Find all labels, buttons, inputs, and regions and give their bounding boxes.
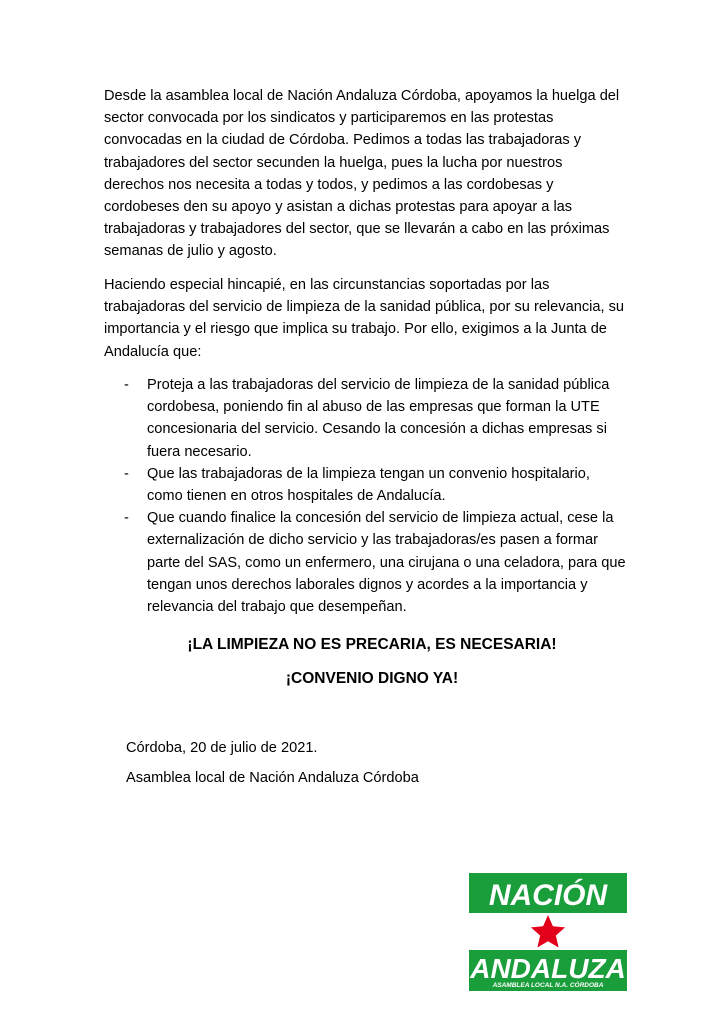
date-line: Córdoba, 20 de julio de 2021.	[126, 740, 318, 756]
slogan-agreement: ¡CONVENIO DIGNO YA!	[285, 670, 459, 687]
bullet-dash: -	[124, 377, 129, 393]
demand-text: Que las trabajadoras de la limpieza tengan un convenio hospitalario, como tienen en otros hospitales de Andalucía.	[147, 465, 590, 505]
intro-paragraph: Desde la asamblea local de Nación Andaluza Córdoba, apoyamos la huelga del sector convocada por los sindicatos y participaremos en las protestas convocadas en la ciudad de Córdoba. Pedimos a todas las trabajadoras y trabajadores del sector secunden la huelga, pues la lucha por nuestros derechos nos necesita a todas y todos, y pedimos a las cordobesas y cordobeses den su apoyo y asistan a dichas protestas para apoyar a las trabajadoras y trabajadores del sector, que se llevarán a cabo en las próximas semanas de julio y agosto.	[104, 88, 620, 260]
nacion-andaluza-logo	[469, 873, 627, 991]
slogan-cleaning: ¡LA LIMPIEZA NO ES PRECARIA, ES NECESARIA!	[187, 636, 557, 653]
demand-item	[104, 463, 628, 507]
logo-subtitle: ASAMBLEA LOCAL N.A. CÓRDOBA	[492, 982, 604, 989]
demands-list	[104, 374, 628, 618]
bullet-dash: -	[124, 465, 129, 482]
logo-top-text: NACIÓN	[488, 879, 608, 912]
demands-intro-paragraph: Haciendo especial hincapié, en las circunstancias soportadas por las trabajadoras del servicio de limpieza de la sanidad pública, por su relevancia, su importancia y el riesgo que implica su trabajo. Por ello, exigimos a la Junta de Andalucía que:	[104, 277, 624, 360]
demand-item	[104, 507, 628, 618]
logo-bottom-text: ANDALUZA	[470, 953, 626, 984]
bullet-dash: -	[124, 510, 129, 527]
signature-line: Asamblea local de Nación Andaluza Córdoba	[126, 770, 419, 786]
demand-item	[104, 374, 628, 463]
demand-text: Proteja a las trabajadoras del servicio de limpieza de la sanidad pública cordobesa, poniendo fin al abuso de las empresas que forman la UTE concesionaria del servicio. Cesando la concesión a dichas empresas si fuera necesario.	[147, 377, 610, 460]
red-star-icon	[531, 915, 565, 948]
demand-text: Que cuando finalice la concesión del servicio de limpieza actual, cese la externalización de dicho servicio y las trabajadoras/es pasen a formar parte del SAS, como un enfermero, una cirujana o una celadora, para que tengan unos derechos laborales dignos y acordes a la importancia y relevancia del trabajo que desempeñan.	[147, 510, 626, 616]
